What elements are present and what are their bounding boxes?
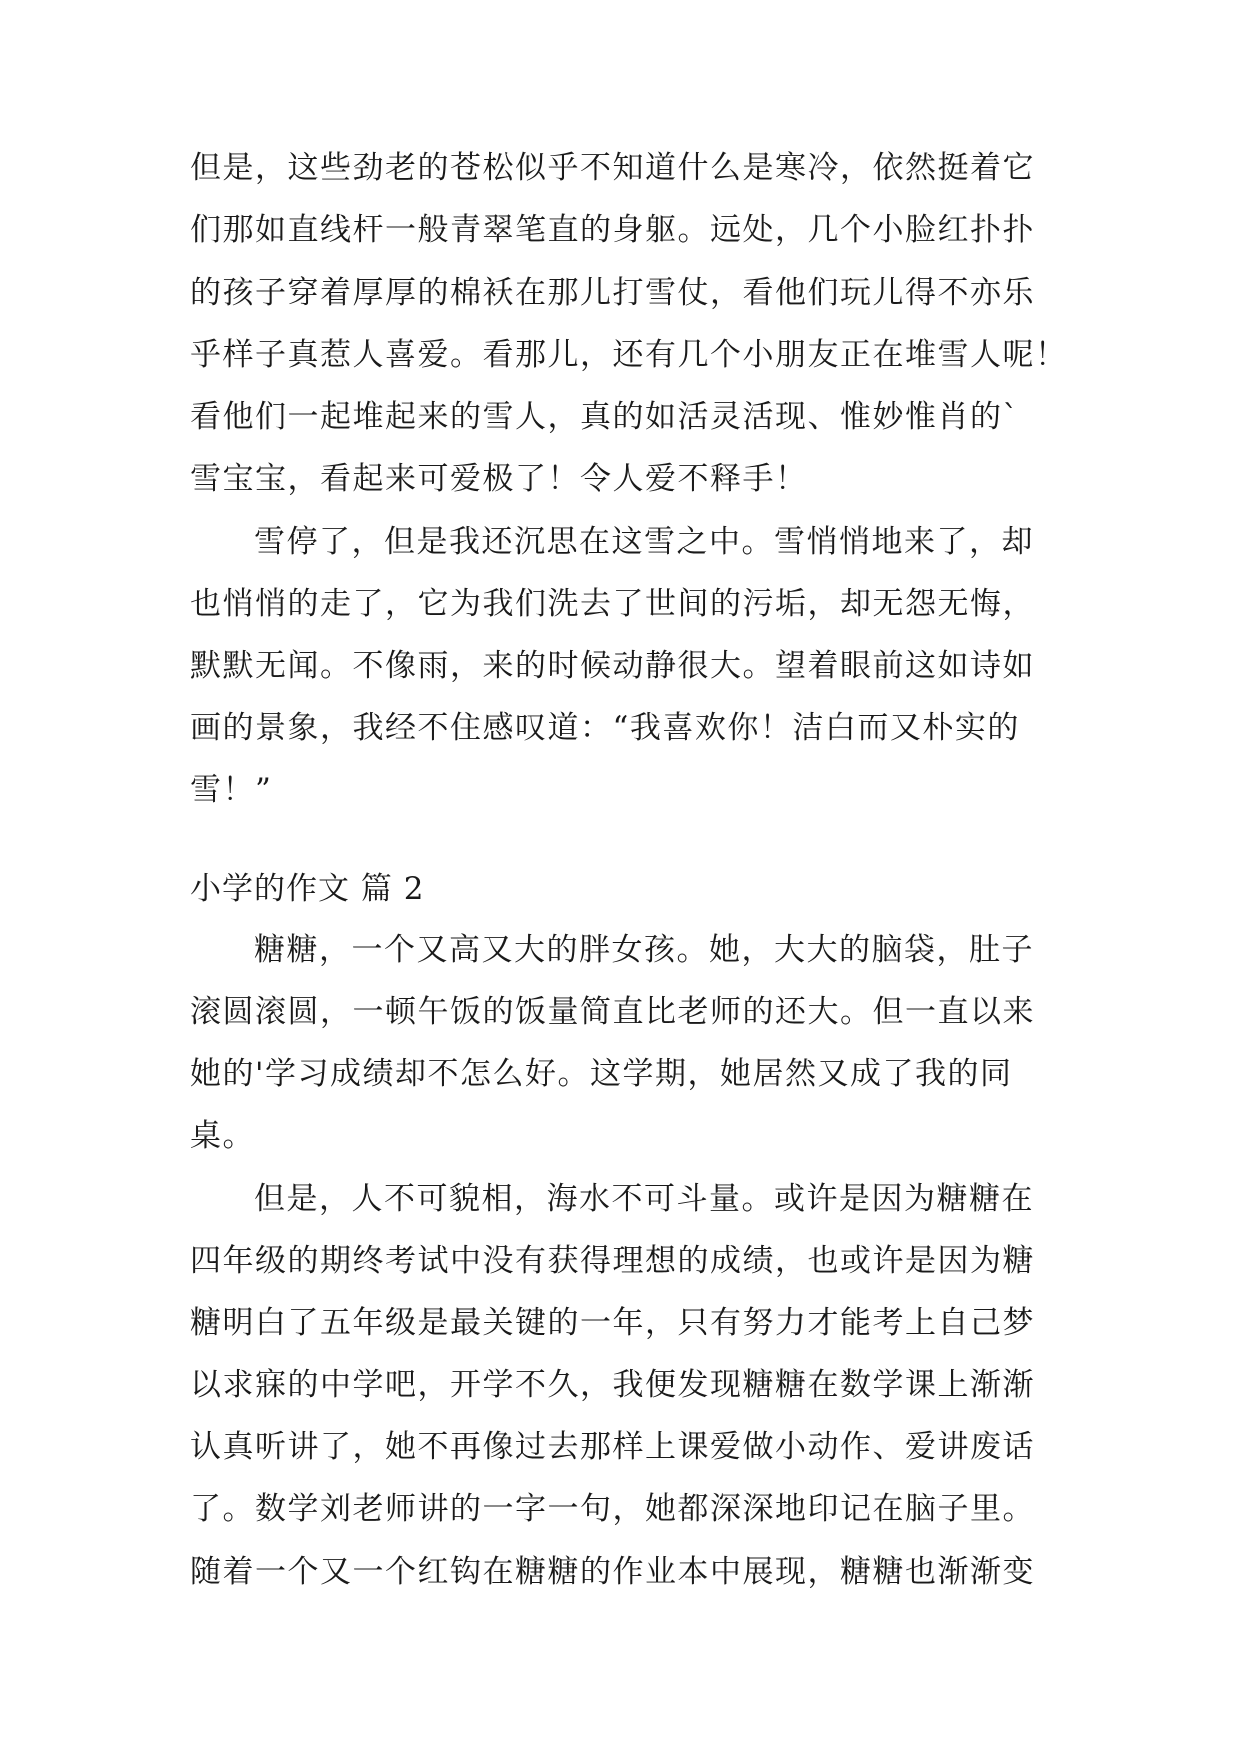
text-line: 雪！” (190, 772, 273, 808)
text-line: 看他们一起堆起来的雪人，真的如活灵活现、惟妙惟肖的` (190, 399, 1020, 435)
text-line: 但是，这些劲老的苍松似乎不知道什么是寒冷，依然挺着它 (190, 150, 1035, 186)
text-line: 糖糖，一个又高又大的胖女孩。她，大大的脑袋，肚子 (254, 932, 1034, 968)
section-heading: 小学的作文 篇 2 (190, 871, 425, 907)
text-line: 雪停了，但是我还沉思在这雪之中。雪悄悄地来了，却 (254, 524, 1034, 560)
text-line: 的孩子穿着厚厚的棉袄在那儿打雪仗，看他们玩儿得不亦乐 (190, 275, 1035, 311)
text-line: 四年级的期终考试中没有获得理想的成绩，也或许是因为糖 (190, 1243, 1035, 1279)
text-line: 雪宝宝，看起来可爱极了！令人爱不释手！ (190, 461, 808, 497)
text-line: 她的'学习成绩却不怎么好。这学期，她居然又成了我的同 (190, 1056, 1013, 1092)
text-line: 了。数学刘老师讲的一字一句，她都深深地印记在脑子里。 (190, 1491, 1035, 1527)
text-line: 糖明白了五年级是最关键的一年，只有努力才能考上自己梦 (190, 1305, 1035, 1341)
text-line: 滚圆滚圆，一顿午饭的饭量简直比老师的还大。但一直以来 (190, 994, 1035, 1030)
text-line: 桌。 (190, 1118, 255, 1154)
text-line: 也悄悄的走了，它为我们洗去了世间的污垢，却无怨无悔， (190, 586, 1035, 622)
text-line: 乎样子真惹人喜爱。看那儿，还有几个小朋友正在堆雪人呢！ (190, 337, 1068, 373)
text-line: 随着一个又一个红钩在糖糖的作业本中展现，糖糖也渐渐变 (190, 1554, 1035, 1590)
text-line: 认真听讲了，她不再像过去那样上课爱做小动作、爱讲废话 (190, 1429, 1035, 1465)
text-line: 以求寐的中学吧，开学不久，我便发现糖糖在数学课上渐渐 (190, 1367, 1035, 1403)
text-line: 画的景象，我经不住感叹道：“我喜欢你！洁白而又朴实的 (190, 710, 1020, 746)
text-line: 默默无闻。不像雨，来的时候动静很大。望着眼前这如诗如 (190, 648, 1035, 684)
text-line: 但是，人不可貌相，海水不可斗量。或许是因为糖糖在 (254, 1181, 1034, 1217)
text-line: 们那如直线杆一般青翠笔直的身躯。远处，几个小脸红扑扑 (190, 212, 1035, 248)
